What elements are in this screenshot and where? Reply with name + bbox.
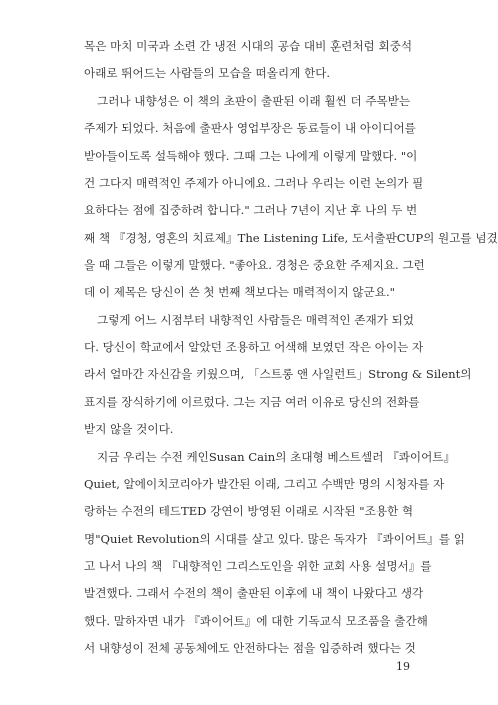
text-line: 라서 얼마간 자신감을 키웠으며, 「스트롱 앤 사일런트」Strong & Silent의 (84, 367, 472, 382)
text-line: 표지를 장식하기에 이르렀다. 그는 지금 여러 이유로 당신의 전화를 (84, 394, 420, 409)
text-line: 건 그다지 매력적인 주제가 아니에요. 그러나 우리는 이런 논의가 필 (84, 175, 424, 190)
text-line: Quiet, 알에이치코리아가 발간된 이래, 그리고 수백만 명의 시청자를 자 (84, 476, 445, 491)
page-number: 19 (396, 660, 410, 673)
text-line: 목은 마치 미국과 소련 간 냉전 시대의 공습 대비 훈련처럼 회중석 (84, 39, 413, 53)
text-line: 다. 당신이 학교에서 알았던 조용하고 어색해 보였던 작은 아이는 자 (84, 340, 424, 354)
text-line: 랑하는 수전의 테드TED 강연이 방영된 이래로 시작된 "조용한 혁 (84, 504, 414, 519)
text-line: 서 내향성이 전체 공동체에도 안전하다는 점을 입증하려 했다는 것 (84, 641, 416, 655)
text-line: 주제가 되었다. 처음에 출판사 영업부장은 동료들이 내 아이디어를 (84, 121, 416, 136)
text-line: 째 책 『경청, 영혼의 치료제』The Listening Life, 도서출판CUP의 원고를 넘겼 (84, 230, 498, 245)
text-line: 명"Quiet Revolution의 시대를 살고 있다. 많은 독자가 『콰이어트』를 읽 (84, 531, 465, 546)
text-line: 그러나 내향성은 이 책의 초판이 출판된 이래 훨씬 더 주목받는 (97, 93, 411, 108)
text-line: 아래로 뛰어드는 사람들의 모습을 떠올리게 한다. (84, 66, 331, 81)
text-line: 요하다는 점에 집중하려 합니다." 그러나 7년이 지난 후 나의 두 번 (84, 203, 418, 218)
text-line: 받지 않을 것이다. (84, 422, 174, 437)
text-line: 발견했다. 그래서 수전의 책이 출판된 이후에 내 책이 나왔다고 생각 (84, 586, 424, 601)
text-line: 했다. 말하자면 내가 『콰이어트』에 대한 기독교식 모조품을 출간해 (84, 613, 428, 628)
text-line: 을 때 그들은 이렇게 말했다. "좋아요. 경청은 중요한 주제지요. 그런 (84, 257, 425, 272)
text-line: 데 이 제목은 당신이 쓴 첫 번째 책보다는 매력적이지 않군요." (84, 285, 395, 300)
text-line: 그렇게 어느 시점부터 내향적인 사람들은 매력적인 존재가 되었 (97, 312, 414, 327)
text-line: 고 나서 나의 책 『내향적인 그리스도인을 위한 교회 사용 설명서』를 (84, 558, 432, 573)
text-line: 지금 우리는 수전 케인Susan Cain의 초대형 베스트셀러 『콰이어트』 (97, 449, 456, 464)
text-line: 받아들이도록 설득해야 했다. 그때 그는 나에게 이렇게 말했다. "이 (84, 148, 418, 163)
